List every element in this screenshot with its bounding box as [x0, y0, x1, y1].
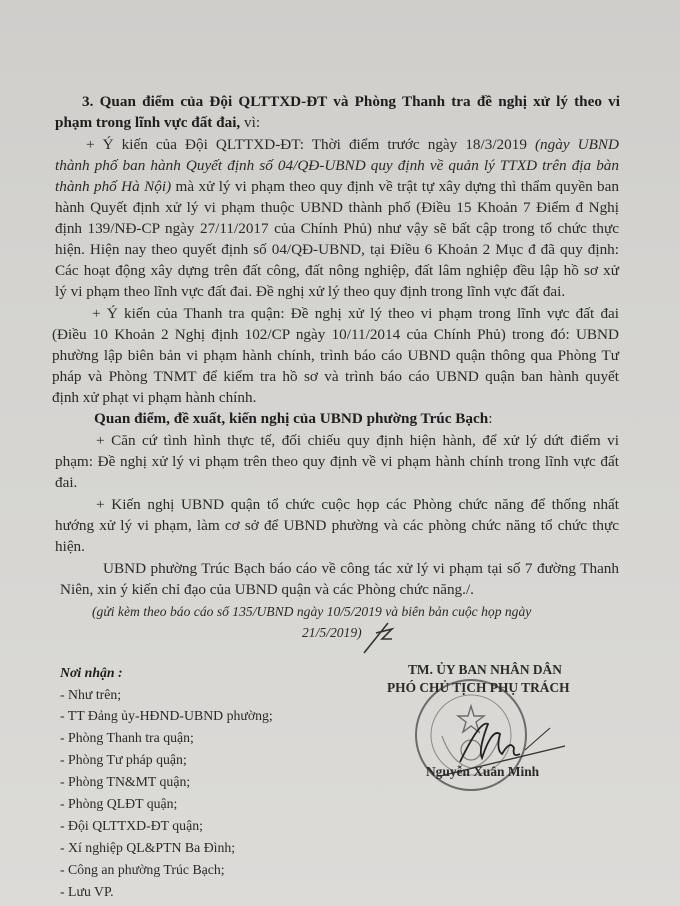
recipient-item: - TT Đảng ủy-HĐND-UBND phường; [60, 708, 273, 723]
recipient-item: - Xí nghiệp QL&PTN Ba Đình; [60, 840, 236, 855]
initial-mark-icon [362, 617, 396, 657]
recipients-title: Nơi nhận : [60, 665, 123, 680]
opinion-inspectorate-line-1: + Ý kiến của Thanh tra quận: Đề nghị xử lý theo vi phạm trong lĩnh vực đất đai [92, 305, 619, 322]
proposal-2-line-2: hướng xử lý vi phạm, làm cơ sở để UBND phường và các phòng chức năng tổ chức thực [55, 517, 619, 534]
proposal-1-line-1: + Căn cứ tình hình thực tế, đối chiếu quy định hiện hành, để xử lý dứt điểm vi [96, 432, 619, 449]
opinion-inspectorate-line-5: định xử phạt vi phạm hành chính. [52, 389, 257, 406]
line-3-rest: mà xử lý vi phạm theo quy định về trật tự xây dựng thì thẩm quyền ban [171, 178, 619, 195]
attachment-date: 21/5/2019) [302, 625, 362, 640]
signature-title-line-1: TM. ỦY BAN NHÂN DÂN [408, 662, 562, 677]
opinion-qlttxd [86, 135, 619, 155]
opinion-inspectorate-line-4: pháp và Phòng TNMT để kiểm tra hồ sơ và trình báo cáo UBND quận ban hành quyết [52, 368, 619, 385]
opinion-inspectorate-line-2: (Điều 10 Khoản 2 Nghị định 102/CP ngày 10/11/2014 của Chính Phủ) trong đó: UBND [52, 326, 619, 343]
recipient-item: - Lưu VP. [60, 884, 114, 899]
recipient-item: - Phòng QLĐT quận; [60, 796, 178, 811]
signature-title-line-2: PHÓ CHỦ TỊCH PHỤ TRÁCH [387, 680, 570, 695]
opinion-qlttxd-line-7: Các hoạt động xây dựng trên đất công, đất nông nghiệp, đất lâm nghiệp đều lập hồ sơ xử [55, 262, 619, 279]
proposal-1-line-2: phạm: Đề nghị xử lý vi phạm trên theo quy định về vi phạm hành chính trong lĩnh vực đất [55, 453, 619, 470]
opinion-qlttxd-line-4: hành Quyết định xử lý vi phạm thuộc UBND thành phố (Điều 15 Khoản 7 Điểm đ Nghị [55, 199, 619, 216]
opinion-qlttxd-line-8: lý vi phạm theo lĩnh vực đất đai. Đề nghị xử lý theo quy định trong lĩnh vực đất đai. [55, 283, 566, 300]
proposal-heading-text: Quan điểm, đề xuất, kiến nghị của UBND phường Trúc Bạch [94, 410, 489, 427]
proposal-1-line-3: đai. [55, 474, 78, 491]
section-heading-rest: vì: [240, 114, 261, 131]
attachment-note-line-1: (gửi kèm theo báo cáo số 135/UBND ngày 10/5/2019 và biên bản cuộc họp ngày [92, 604, 532, 619]
section-heading-line-1: 3. Quan điểm của Đội QLTTXD-ĐT và Phòng Thanh tra đề nghị xử lý theo vi [82, 93, 620, 110]
attachment-note-line-2 [302, 623, 362, 643]
opinion-qlttxd-line-3 [55, 177, 619, 197]
recipient-item: - Đội QLTTXD-ĐT quận; [60, 818, 203, 833]
signer-name: Nguyễn Xuân Minh [426, 764, 540, 779]
proposal-heading [94, 409, 492, 429]
section-heading-bold: phạm trong lĩnh vực đất đai, [55, 114, 241, 131]
proposal-2-line-1: + Kiến nghị UBND quận tổ chức cuộc họp các Phòng chức năng để thống nhất [96, 496, 619, 513]
closing-line-1: UBND phường Trúc Bạch báo cáo về công tác xử lý vi phạm tại số 7 đường Thanh [103, 560, 619, 577]
recipient-item: - Công an phường Trúc Bạch; [60, 862, 225, 877]
opinion-qlttxd-italic: (ngày UBND [535, 136, 619, 153]
recipient-item: - Phòng Thanh tra quận; [60, 730, 194, 745]
opinion-qlttxd-line-1 [86, 135, 619, 155]
proposal-2-line-3: hiện. [55, 538, 85, 555]
closing-line-2: Niên, xin ý kiến chỉ đạo của UBND quận và các Phòng chức năng./. [60, 581, 474, 598]
italic-city: thành phố Hà Nội) [55, 178, 172, 195]
opinion-qlttxd-text: + Ý kiến của Đội QLTTXD-ĐT: Thời điểm trước ngày 18/3/2019 [86, 136, 535, 153]
recipient-item: - Như trên; [60, 687, 122, 702]
opinion-inspectorate-line-3: phường lập biên bản vi phạm hành chính, trình báo cáo UBND quận thông qua Phòng Tư [52, 347, 619, 364]
opinion-qlttxd-line-6: hiện. Hiện nay theo quyết định số 04/QĐ-UBND, tại Điều 6 Khoản 2 Mục đ đã quy định: [55, 241, 619, 258]
recipient-item: - Phòng TN&MT quận; [60, 774, 191, 789]
section-heading [82, 92, 620, 112]
proposal-heading-colon: : [488, 410, 493, 427]
section-heading-line-2 [55, 113, 260, 133]
recipient-item: - Phòng Tư pháp quận; [60, 752, 187, 767]
opinion-qlttxd-line-2: thành phố ban hành Quyết định số 04/QĐ-UBND quy định về quản lý TTXD trên địa bàn [55, 157, 619, 174]
opinion-qlttxd-line-5: định 139/NĐ-CP ngày 27/11/2017 của Chính Phủ) như vậy sẽ bất cập trong tổ chức thực [55, 220, 619, 237]
